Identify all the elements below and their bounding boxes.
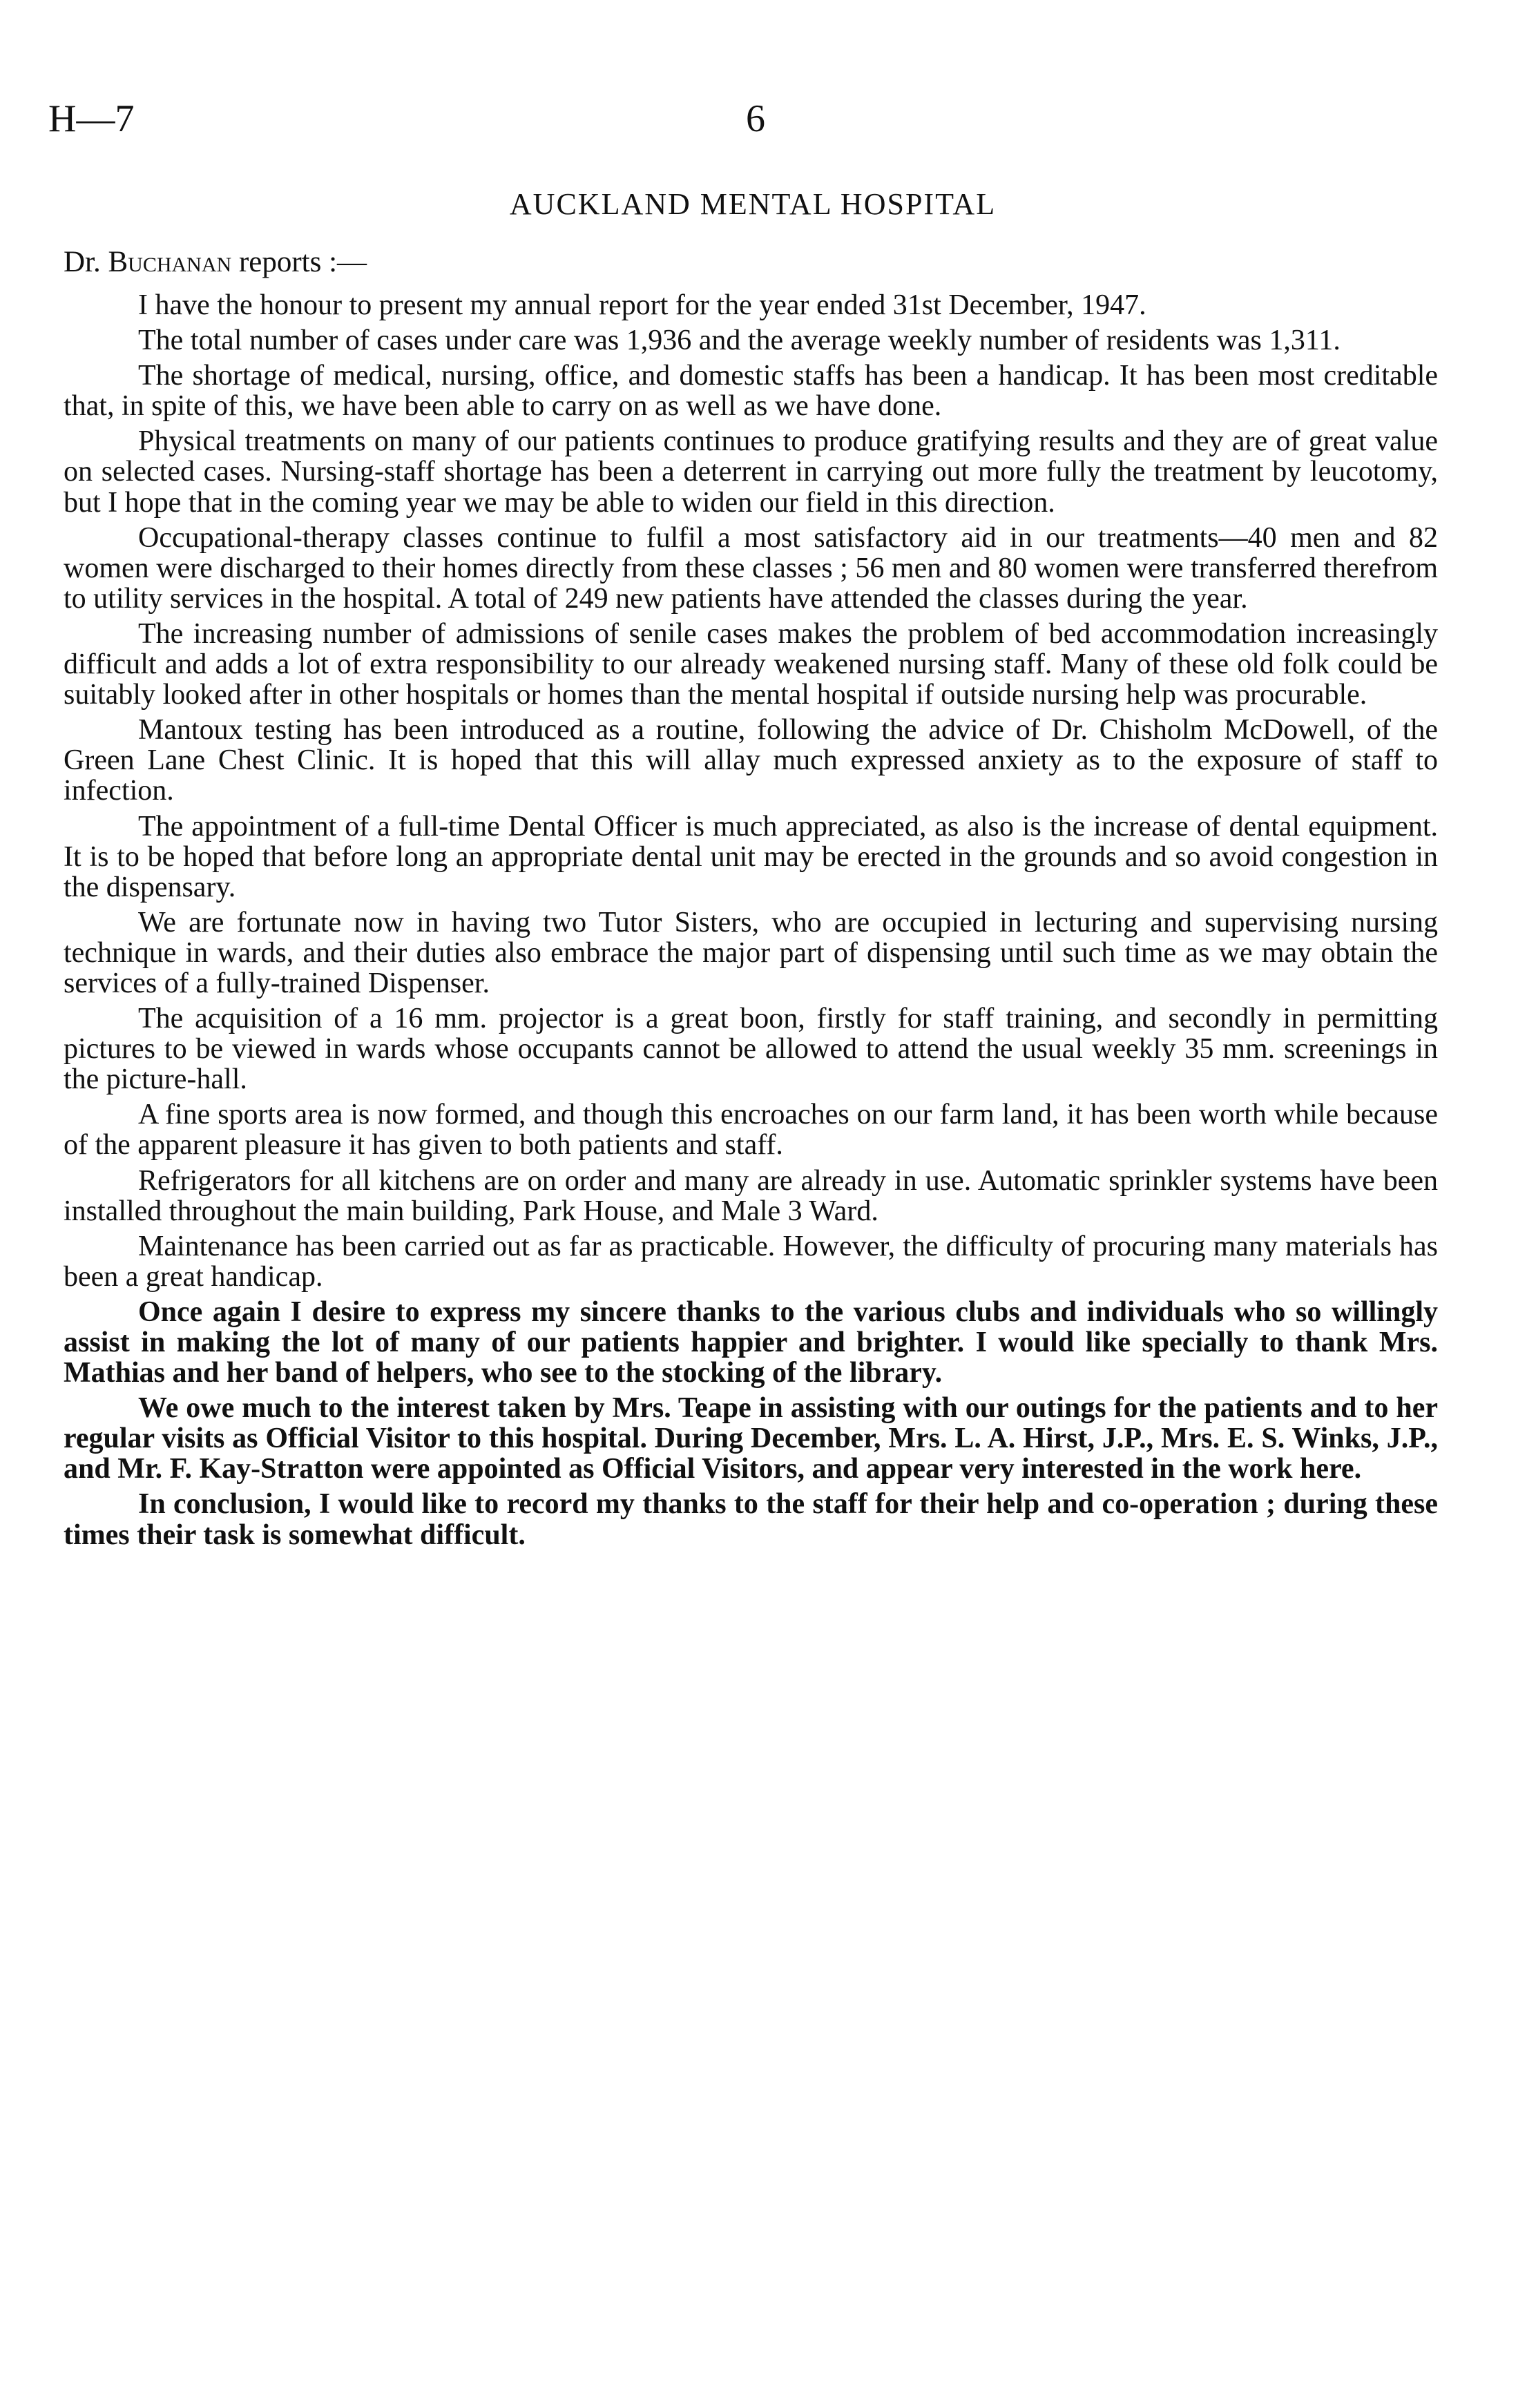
paragraph: I have the honour to present my annual report for the year ended 31st December, 1947. [138, 289, 1146, 321]
paragraph: Mantoux testing has been introduced as a routine, following the advice of Dr. Chisholm McDowell, of the Green Lane Chest Clinic. It is hoped that this will allay much expressed anxiety as to the exposure of staff to infection. [64, 714, 1438, 807]
paragraph: The total number of cases under care was 1,936 and the average weekly number of residents was 1,311. [138, 325, 1341, 357]
report-body [64, 290, 1438, 1555]
paragraph: Once again I desire to express my sincere thanks to the various clubs and individuals who so willingly assist in making the lot of many of our patients happier and brighter. I would like specially to thank Mrs. Mathias and her band of helpers, who see to the stocking of the library. [64, 1295, 1438, 1389]
paragraph: Physical treatments on many of our patients continues to produce gratifying results and they are of great value on selected cases. Nursing-staff shortage has been a deterrent in carrying out more fully the treatment by leucotomy, but I hope that in the coming year we may be able to widen our field in this direction. [64, 425, 1438, 519]
paragraph: Maintenance has been carried out as far as practicable. However, the difficulty of procuring many materials has been a great handicap. [64, 1230, 1438, 1293]
paragraph: In conclusion, I would like to record my thanks to the staff for their help and co-operation ; during these times their task is somewhat difficult. [64, 1488, 1438, 1551]
paragraph: Refrigerators for all kitchens are on order and many are already in use. Automatic sprinkler systems have been installed throughout the main building, Park House, and Male 3 Ward. [64, 1164, 1438, 1227]
intro-suffix: reports :— [231, 246, 367, 278]
section-title: AUCKLAND MENTAL HOSPITAL [509, 187, 997, 221]
reporter-name: Buchanan [108, 246, 232, 278]
intro-prefix: Dr. [64, 246, 108, 278]
page-header [48, 97, 1430, 152]
report-intro [64, 245, 367, 279]
paragraph: The appointment of a full-time Dental Officer is much appreciated, as also is the increase of dental equipment. It is to be hoped that before long an appropriate dental unit may be erected in the grounds and so avoid congestion in the dispensary. [64, 810, 1438, 903]
page-number: 6 [746, 97, 765, 140]
paragraph: The increasing number of admissions of senile cases makes the problem of bed accommodation increasingly difficult and adds a lot of extra responsibility to our already weakened nursing staff. Many of these old folk could be suitably looked after in other hospitals or homes than the mental hospital if outside nursing help was procurable. [64, 617, 1438, 711]
paragraph: We owe much to the interest taken by Mrs. Teape in assisting with our outings for the patients and to her regular visits as Official Visitor to this hospital. During December, Mrs. L. A. Hirst, J.P., Mrs. E. S. Winks, J.P., and Mr. F. Kay-Stratton were appointed as Official Visitors, and appear very interested in the work here. [64, 1392, 1438, 1485]
paragraph: We are fortunate now in having two Tutor Sisters, who are occupied in lecturing and supervising nursing technique in wards, and their duties also embrace the major part of dispensing until such time as we may obtain the services of a fully-trained Dispenser. [64, 906, 1438, 999]
paragraph: Occupational-therapy classes continue to fulfil a most satisfactory aid in our treatments—40 men and 82 women were discharged to their homes directly from these classes ; 56 men and 80 women were transferred therefrom to utility services in the hospital. A total of 249 new patients have attended the classes during the year. [64, 521, 1438, 615]
paragraph: A fine sports area is now formed, and though this encroaches on our farm land, it has been worth while because of the apparent pleasure it has given to both patients and staff. [64, 1099, 1438, 1162]
document-code: H—7 [48, 97, 135, 140]
paragraph: The shortage of medical, nursing, office, and domestic staffs has been a handicap. It has been most creditable that, in spite of this, we have been able to carry on as well as we have done. [64, 360, 1438, 423]
paragraph: The acquisition of a 16 mm. projector is a great boon, firstly for staff training, and secondly in permitting pictures to be viewed in wards whose occupants cannot be allowed to attend the usual weekly 35 mm. screenings in the picture-hall. [64, 1003, 1438, 1096]
